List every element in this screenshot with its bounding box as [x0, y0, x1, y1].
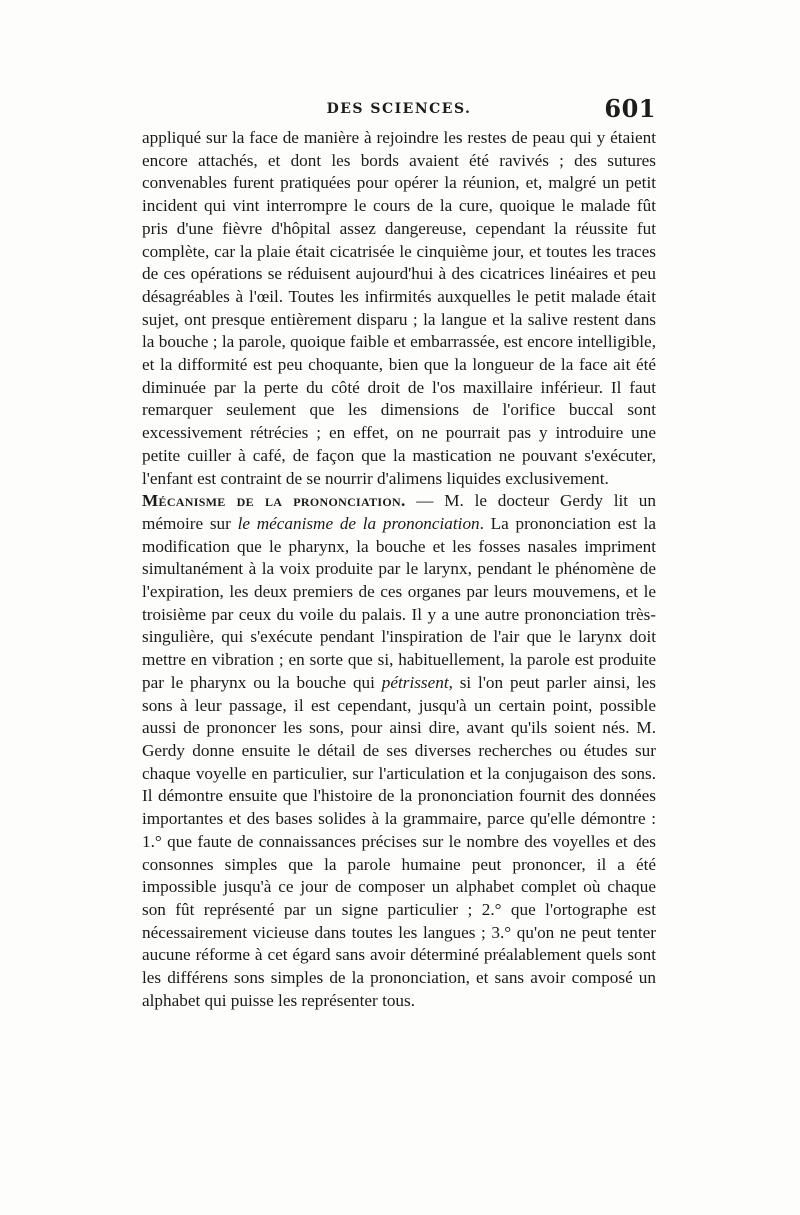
section-title: Mécanisme de la prononciation.	[142, 491, 406, 511]
page-number: 601	[604, 94, 656, 123]
em-dash: —	[405, 491, 445, 511]
paragraph-pronunciation	[142, 490, 656, 1012]
paragraph-surgery-case: appliqué sur la face de manière à rejoindre les restes de peau qui y étaient encore attachés, et dont les bords avaient été ravivés ; des sutures convenables furent pratiquées pour opérer la réunion, et, malgré un petit incident qui vint interrompre le cours de la cure, quoique le malade fût pris d'une fièvre d'hôpital assez dangereuse, cependant la réussite fut complète, car la plaie était cicatrisée le cinquième jour, et toutes les traces de ces opérations se réduisent aujourd'hui à des cicatrices linéaires et peu désagréables à l'œil. Toutes les infirmités auxquelles le petit malade était sujet, ont presque entièrement disparu ; la langue et la salive restent dans la bouche ; la parole, quoique faible et embarrassée, est encore intelligible, et la difformité est peu choquante, bien que la longueur de la face ait été diminuée par la perte du côté droit de l'os maxillaire inférieur. Il faut remarquer seulement que les dimensions de l'orifice buccal sont excessivement rétrécies ; en effet, on ne pourrait pas y introduire une petite cuiller à café, de façon que la mastication ne pouvant s'exécuter, l'enfant est contraint de se nourrir d'alimens liquides exclusivement.	[142, 128, 656, 488]
running-title: DES SCIENCES.	[326, 101, 472, 117]
paragraph-text-3: , si l'on peut parler ainsi, les sons à leur passage, il est cependant, jusqu'à un certain point, possible aussi de prononcer les sons, pour ainsi dire, avant qu'ils soient nés. M. Gerdy donne ensuite le détail de ses diverses recherches ou études sur chaque voyelle en particulier, sur l'articulation et la conjugaison des sons. Il démontre ensuite que l'histoire de la prononciation fournit des données importantes et des bases solides à la grammaire, parce qu'elle démontre : 1.° que faute de connaissances précises sur le nombre des voyelles et des consonnes simples que la parole humaine peut prononcer, il a été impossible jusqu'à ce jour de composer un alphabet complet où chaque son fût représenté par un signe particulier ; 2.° que l'ortographe est nécessairement vicieuse dans toutes les langues ; 3.° qu'on ne peut tenter aucune réforme à cet égard sans avoir déterminé préalablement quels sont les différens sons simples de la prononciation, et sans avoir composé un alphabet qui puisse les représenter tous.	[142, 672, 657, 1010]
page-header	[142, 94, 656, 124]
body-text	[142, 127, 656, 1012]
italic-title: le mécanisme de la prononciation	[237, 513, 480, 533]
paragraph-text-2: . La prononciation est la modification que le pharynx, la bouche et les fosses nasales impriment simultanément à la voix produite par le larynx, pendant le phénomène de l'expiration, les deux premiers de ces organes par leurs mouvemens, et le troisième par ceux du voile du palais. Il y a une autre prononciation très-singulière, qui s'exécute pendant l'inspiration de l'air que le larynx doit mettre en vibration ; en sorte que si, habituellement, la parole est produite par le pharynx ou la bouche qui	[142, 513, 656, 692]
paragraph-text-1: M. le docteur Gerdy lit un mémoire sur	[142, 491, 656, 533]
italic-word: pétrissent	[381, 672, 449, 692]
